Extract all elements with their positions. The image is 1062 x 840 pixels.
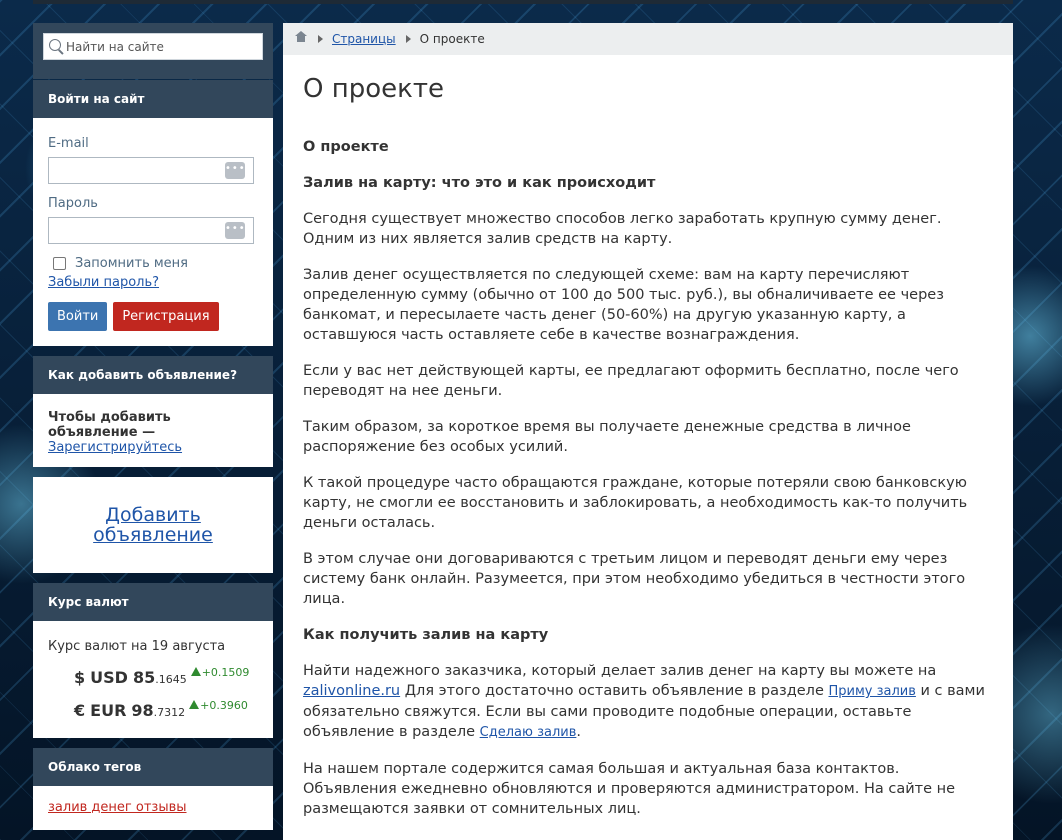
rate-delta: +0.1509 bbox=[191, 666, 250, 679]
rate-row-eur bbox=[48, 701, 258, 720]
rate-dec: .7312 bbox=[153, 706, 186, 719]
text-segment: и с вами обязательно свяжутся. Если вы сами проводите подобные операции, оставьте объявление в разделе bbox=[303, 683, 985, 740]
article-subheading: Как получить залив на карту bbox=[303, 627, 549, 643]
breadcrumb-current: О проекте bbox=[419, 32, 485, 46]
currency-block bbox=[33, 583, 273, 738]
text-segment: . bbox=[576, 724, 581, 740]
rate-int: 85 bbox=[132, 668, 156, 687]
rate-row-usd bbox=[48, 668, 258, 687]
password-input[interactable] bbox=[49, 218, 223, 245]
how-to-add-text: Чтобы добавить объявление — bbox=[48, 410, 171, 440]
register-link[interactable]: Зарегистрируйтесь bbox=[48, 440, 183, 455]
how-to-add-block bbox=[33, 356, 273, 467]
email-input[interactable] bbox=[49, 158, 223, 185]
currency-date: Курс валют на 19 августа bbox=[48, 639, 226, 654]
main-content bbox=[283, 23, 1013, 840]
top-bar bbox=[33, 0, 1013, 4]
chevron-right-icon bbox=[406, 35, 411, 43]
add-ad-line1: Добавить bbox=[105, 504, 201, 526]
sidebar bbox=[33, 23, 273, 830]
email-field[interactable] bbox=[48, 157, 254, 184]
article-paragraph: Залив денег осуществляется по следующей схеме: вам на карту перечисляют определенную сумму (обычно от 100 до 500 тыс. руб.), вы обналичиваете ее через банкомат, и пересылаете часть денег (50-60%) на другую указанную карту, а оставшуюся часть оставляете себе в качестве вознаграждения. bbox=[303, 267, 944, 343]
article-body bbox=[283, 137, 1013, 819]
text-segment: Для этого достаточно оставить объявление в разделе bbox=[400, 683, 829, 699]
password-label: Пароль bbox=[48, 196, 98, 211]
article-paragraph: Таким образом, за короткое время вы получаете денежные средства в личное распоряжение без особых усилий. bbox=[303, 419, 911, 455]
article-heading: О проекте bbox=[303, 139, 389, 155]
rate-int: 98 bbox=[131, 701, 154, 720]
rate-delta: +0.3960 bbox=[189, 699, 248, 712]
accept-transfer-link[interactable]: Приму залив bbox=[828, 684, 916, 699]
password-field[interactable] bbox=[48, 217, 254, 244]
search-input[interactable] bbox=[66, 34, 256, 59]
make-transfer-link[interactable]: Сделаю залив bbox=[479, 725, 577, 740]
rate-dec: .1645 bbox=[155, 673, 187, 686]
email-label: E-mail bbox=[48, 136, 89, 151]
article-paragraph: В этом случае они договариваются с третьим лицом и переводят деньги ему через систему банк онлайн. Разумеется, при этом необходимо убедиться в честности этого лица. bbox=[303, 551, 966, 607]
currency-title: Курс валют bbox=[33, 583, 273, 621]
login-title: Войти на сайт bbox=[33, 80, 273, 118]
register-button[interactable]: Регистрация bbox=[113, 302, 218, 331]
breadcrumb-pages-link[interactable]: Страницы bbox=[332, 32, 396, 46]
forgot-password-link[interactable]: Забыли пароль? bbox=[48, 275, 160, 290]
search-icon bbox=[49, 39, 61, 51]
search-field[interactable] bbox=[43, 33, 263, 60]
tags-title: Облако тегов bbox=[33, 748, 273, 786]
add-ad-link[interactable] bbox=[93, 505, 213, 545]
article-paragraph: Сегодня существует множество способов легко заработать крупную сумму денег. Одним из них является залив средств на карту. bbox=[303, 211, 942, 247]
remember-checkbox[interactable] bbox=[53, 257, 66, 270]
login-button[interactable]: Войти bbox=[48, 302, 107, 331]
home-icon[interactable] bbox=[296, 35, 306, 44]
chevron-right-icon bbox=[318, 35, 323, 43]
rate-code: EUR bbox=[90, 701, 127, 720]
up-arrow-icon bbox=[189, 700, 199, 709]
login-block bbox=[33, 80, 273, 346]
dollar-icon: $ bbox=[74, 668, 86, 687]
euro-icon: € bbox=[74, 701, 86, 720]
autofill-dots-icon[interactable]: ••• bbox=[225, 222, 245, 239]
how-to-add-title: Как добавить объявление? bbox=[33, 356, 273, 394]
add-ad-line2: объявление bbox=[93, 524, 213, 546]
article-paragraph: Если у вас нет действующей карты, ее предлагают оформить бесплатно, после чего переводят на нее деньги. bbox=[303, 363, 959, 399]
remember-label: Запомнить меня bbox=[75, 256, 189, 271]
article-paragraph bbox=[303, 661, 993, 743]
tag-link[interactable]: залив денег отзывы bbox=[48, 800, 187, 815]
autofill-dots-icon[interactable]: ••• bbox=[225, 162, 245, 179]
rate-code: USD bbox=[90, 668, 128, 687]
article-paragraph: К такой процедуре часто обращаются граждане, которые потеряли свою банковскую карту, не смогли ее восстановить и заблокировать, а необходимость как-то получить деньги осталась. bbox=[303, 475, 968, 531]
tags-block bbox=[33, 748, 273, 830]
up-arrow-icon bbox=[191, 667, 201, 676]
article-paragraph: На нашем портале содержится самая большая и актуальная база контактов. Объявления ежедневно обновляются и проверяются администратором. На сайте не размещаются заявки от сомнительных лиц. bbox=[303, 761, 956, 817]
search-block bbox=[33, 23, 273, 79]
breadcrumb bbox=[283, 23, 1013, 55]
add-ad-block bbox=[33, 477, 273, 573]
site-link[interactable]: zalivonline.ru bbox=[303, 683, 401, 699]
text-segment: Найти надежного заказчика, который делает залив денег на карту вы можете на bbox=[303, 663, 937, 679]
page-title: О проекте bbox=[303, 74, 444, 104]
remember-me[interactable] bbox=[48, 256, 258, 271]
article-subheading: Залив на карту: что это и как происходит bbox=[303, 175, 656, 191]
